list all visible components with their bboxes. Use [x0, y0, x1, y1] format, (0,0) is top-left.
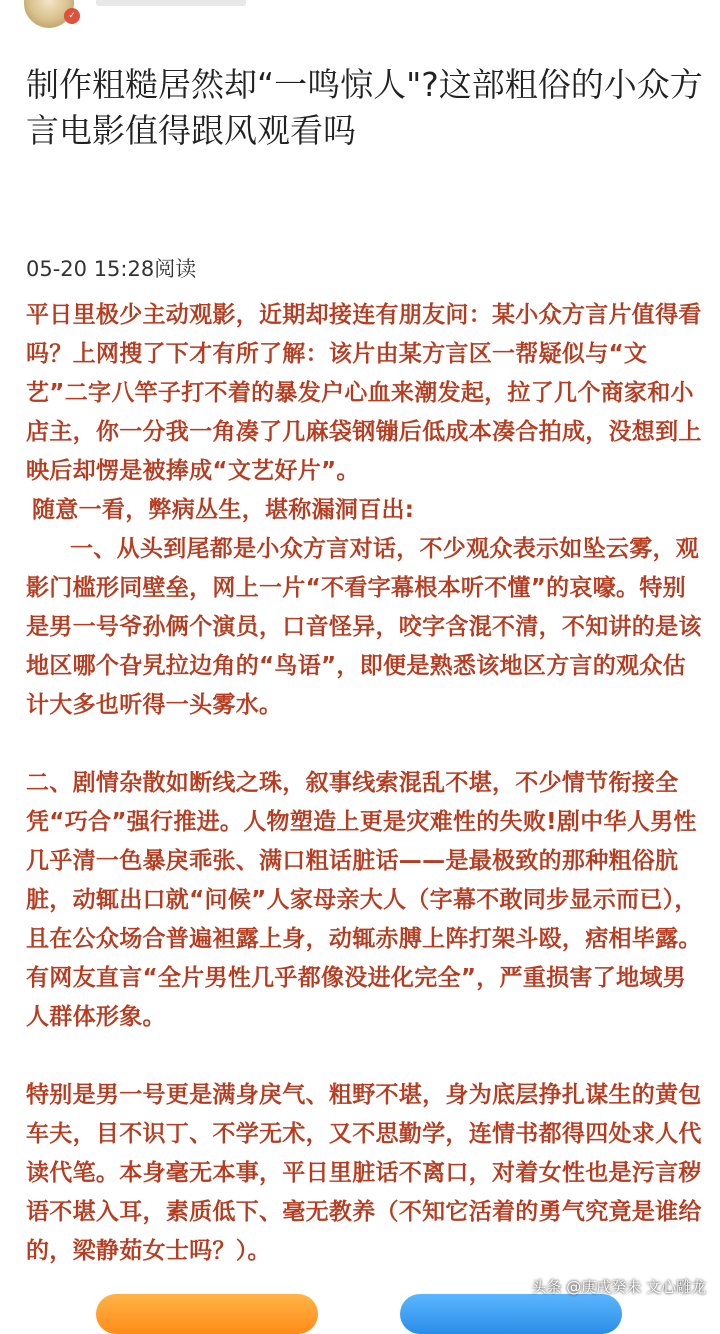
watermark-text: 头条 @庚戌癸未 文心雕龙: [531, 1278, 706, 1296]
paragraph-intro: 平日里极少主动观影，近期却接连有朋友问：某小众方言片值得看吗？上网搜了下才有所了解：该片由某方言区一帮疑似与“文艺”二字八竿子打不着的暴发户心血来潮发起，拉了几个商家和小店主，你一分我一角凑了几麻袋钢镚后低成本凑合拍成，没想到上映后却愣是被捧成“文艺好片”。: [26, 302, 702, 484]
paragraph-point-2: 二、剧情杂散如断线之珠，叙事线索混乱不堪，不少情节衔接全凭“巧合”强行推进。人物塑造上更是灾难性的失败!剧中华人男性几乎清一色暴戾乖张、满口粗话脏话——是最极致的那种粗俗肮脏，动辄出口就“问候”人家母亲大人（字幕不敢同步显示而已），且在公众场合普遍袒露上身，动辄赤膊上阵打架斗殴，痞相毕露。有网友直言“全片男性几乎都像没进化完全”，严重损害了地域男人群体形象。: [26, 770, 702, 1030]
article-meta: 05-20 15:28阅读: [26, 257, 197, 281]
article-title: 制作粗糙居然却“一鸣惊人"?这部粗俗的小众方言电影值得跟风观看吗: [26, 65, 703, 150]
paragraph-lead: 随意一看，弊病丛生，堪称漏洞百出:: [32, 497, 415, 523]
paragraph-gap: [26, 1037, 702, 1076]
paragraph-gap: [26, 725, 702, 764]
paragraph-point-1: 一、从头到尾都是小众方言对话，不少观众表示如坠云雾，观影门槛形同壁垒，网上一片“不看字幕根本听不懂”的哀嚎。特别是男一号爷孙俩个演员，口音怪异，咬字含混不清，不知讲的是该地区哪个旮旯拉边角的“鸟语”，即便是熟悉该地区方言的观众估计大多也听得一头雾水。: [26, 536, 702, 718]
share-button[interactable]: [400, 1294, 622, 1334]
article-body: [26, 296, 702, 1271]
author-header: [0, 0, 720, 30]
author-name-placeholder[interactable]: [96, 0, 246, 6]
follow-button[interactable]: [96, 1294, 318, 1334]
paragraph-point-3: 特别是男一号更是满身戾气、粗野不堪，身为底层挣扎谋生的黄包车夫，目不识丁、不学无术，又不思勤学，连情书都得四处求人代读代笔。本身毫无本事，平日里脏话不离口，对着女性也是污言秽语不堪入耳，素质低下、毫无教养（不知它活着的勇气究竟是谁给的，梁静茹女士吗？）。: [26, 1082, 702, 1264]
verified-badge-icon: ✓: [64, 8, 80, 24]
